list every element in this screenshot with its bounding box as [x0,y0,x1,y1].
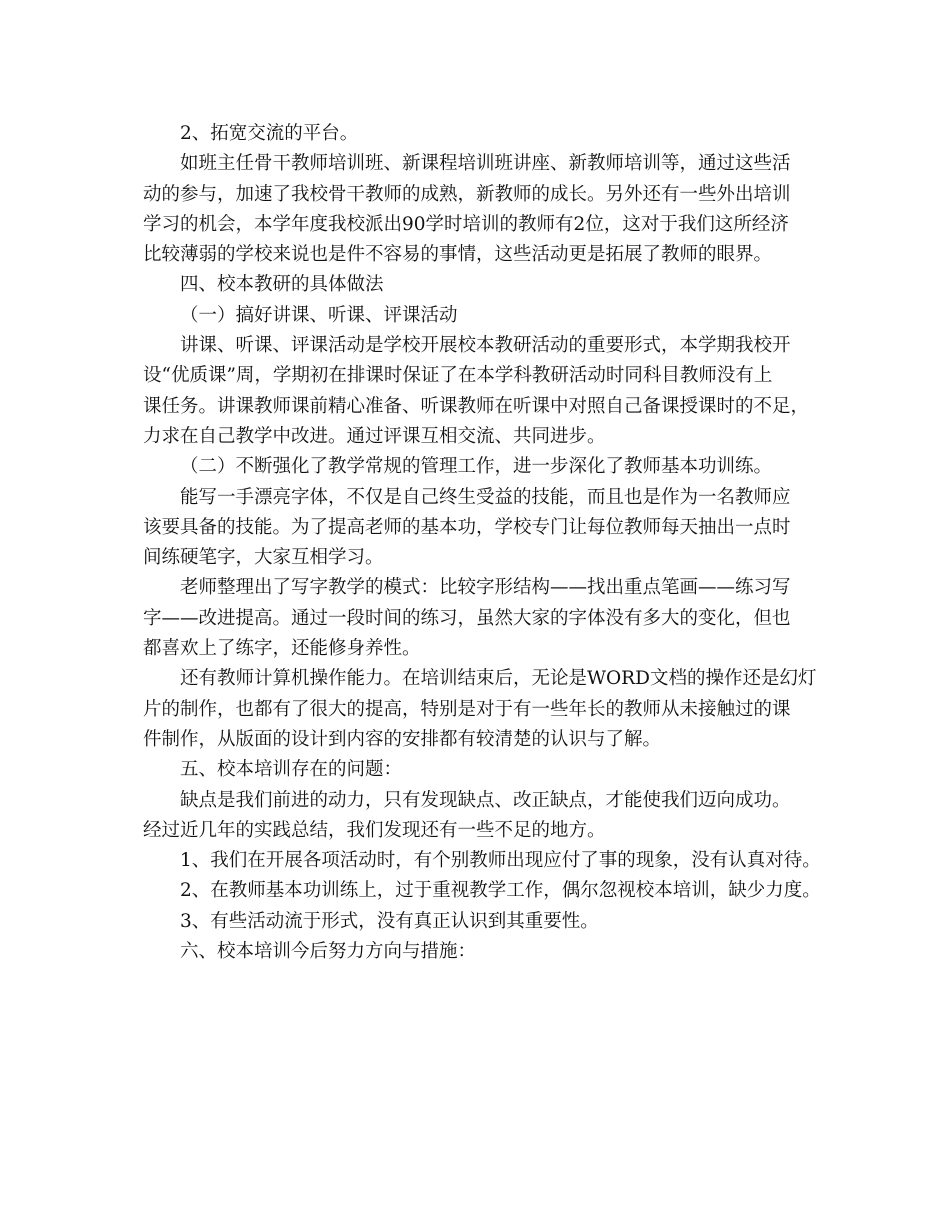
text-line: 片的制作，也都有了很大的提高，特别是对于有一些年长的教师从未接触过的课 [143,698,791,720]
text-line: 都喜欢上了练字，还能修身养性。 [143,638,421,660]
text-line: 如班主任骨干教师培训班、新课程培训班讲座、新教师培训等，通过这些活 [180,153,791,175]
text-line: 字——改进提高。通过一段时间的练习，虽然大家的字体没有多大的变化，但也 [143,607,791,629]
text-line: 学习的机会，本学年度我校派出90学时培训的教师有2位，这对于我们这所经济 [143,213,789,235]
text-line: 经过近几年的实践总结，我们发现还有一些不足的地方。 [143,819,606,841]
text-line: 该要具备的技能。为了提高老师的基本功，学校专门让每位教师每天抽出一点时 [143,516,791,538]
text-line: 老师整理出了写字教学的模式：比较字形结构——找出重点笔画——练习写 [180,577,791,599]
text-line: 课任务。讲课教师课前精心准备、听课教师在听课中对照自己备课授课时的不足， [143,395,810,417]
document-body [143,119,823,967]
text-line: 2、拓宽交流的平台。 [180,123,359,144]
text-line: 设“优质课”周，学期初在排课时保证了在本学科教研活动时同科目教师没有上 [143,365,773,387]
text-line: （一）搞好讲课、听课、评课活动 [180,304,458,326]
text-line: 还有教师计算机操作能力。在培训结束后，无论是WORD文档的操作还是幻灯 [180,668,817,690]
text-line: 2、在教师基本功训练上，过于重视教学工作，偶尔忽视校本培训，缺少力度。 [180,880,821,902]
text-line: 六、校本培训今后努力方向与措施： [180,941,477,963]
text-line: 件制作，从版面的设计到内容的安排都有较清楚的认识与了解。 [143,728,662,750]
text-line: 能写一手漂亮字体，不仅是自己终生受益的技能，而且也是作为一名教师应 [180,486,791,508]
text-line: 四、校本教研的具体做法 [180,274,384,296]
text-line: 缺点是我们前进的动力，只有发现缺点、改正缺点，才能使我们迈向成功。 [180,789,791,811]
text-line: 间练硬笔字，大家互相学习。 [143,547,384,569]
text-line: （二）不断强化了教学常规的管理工作，进一步深化了教师基本功训练。 [180,456,773,478]
text-line: 3、有些活动流于形式，没有真正认识到其重要性。 [180,910,599,932]
text-line: 1、我们在开展各项活动时，有个别教师出现应付了事的现象，没有认真对待。 [180,850,821,872]
text-line: 比较薄弱的学校来说也是件不容易的事情，这些活动更是拓展了教师的眼界。 [143,244,773,266]
text-line: 五、校本培训存在的问题： [180,759,403,781]
text-line: 动的参与，加速了我校骨干教师的成熟，新教师的成长。另外还有一些外出培训 [143,183,791,205]
text-line: 讲课、听课、评课活动是学校开展校本教研活动的重要形式，本学期我校开 [180,335,791,357]
text-line: 力求在自己教学中改进。通过评课互相交流、共同进步。 [143,425,606,447]
